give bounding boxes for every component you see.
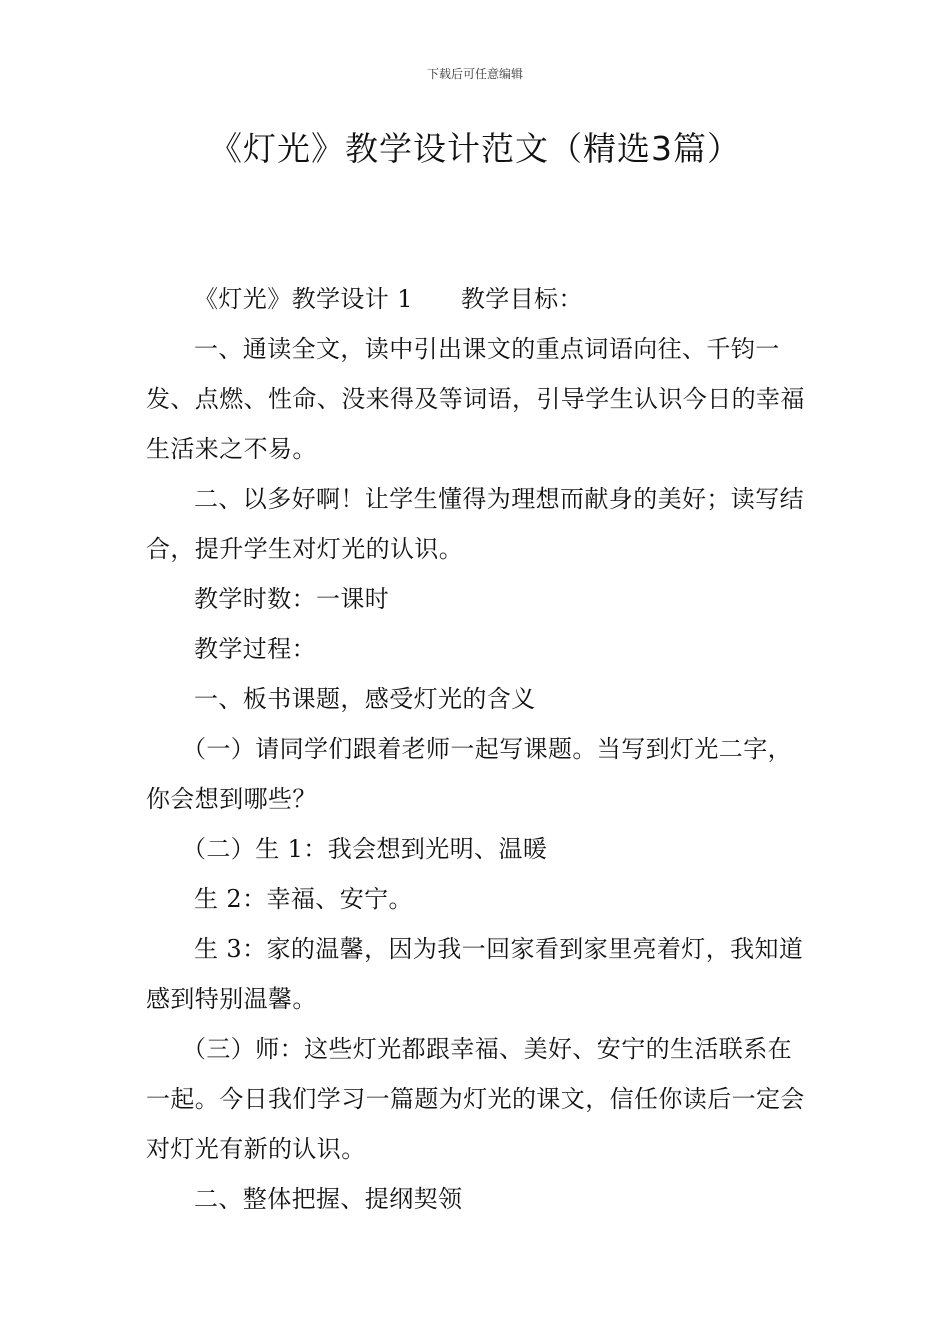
paragraph-goal-2: 二、以多好啊！让学生懂得为理想而献身的美好；读写结合，提升学生对灯光的认识。 <box>146 485 804 563</box>
header-note: 下载后可任意编辑 <box>426 67 523 81</box>
section-heading-line <box>146 274 808 324</box>
paragraph-step-1-c: （三）师：这些灯光都跟幸福、美好、安宁的生活联系在一起。今日我们学习一篇题为灯光的课文，信任你读后一定会对灯光有新的认识。 <box>146 1035 805 1163</box>
paragraph-step-1-a: （一）请同学们跟着老师一起写课题。当写到灯光二字，你会想到哪些？ <box>146 735 792 813</box>
document-title: 《灯光》教学设计范文（精选3篇） <box>209 129 741 168</box>
section-subheading: 教学目标： <box>460 285 583 313</box>
paragraph-step-1-b: （二）生 1：我会想到光明、温暖 <box>182 835 548 863</box>
paragraph-class-hours: 教学时数：一课时 <box>194 585 390 613</box>
paragraph-step-1: 一、板书课题，感受灯光的含义 <box>194 685 536 713</box>
section-heading: 《灯光》教学设计 1 <box>194 285 413 313</box>
paragraph-student-3: 生 3：家的温馨，因为我一回家看到家里亮着灯，我知道感到特别温馨。 <box>146 935 804 1013</box>
document-body <box>146 274 808 1224</box>
paragraph-step-2: 二、整体把握、提纲契领 <box>194 1185 463 1213</box>
paragraph-goal-1: 一、通读全文，读中引出课文的重点词语向往、千钧一发、点燃、性命、没来得及等词语，引导学生认识今日的幸福生活来之不易。 <box>146 335 805 463</box>
paragraph-student-2: 生 2：幸福、安宁。 <box>194 885 413 913</box>
paragraph-process-heading: 教学过程： <box>194 635 316 663</box>
